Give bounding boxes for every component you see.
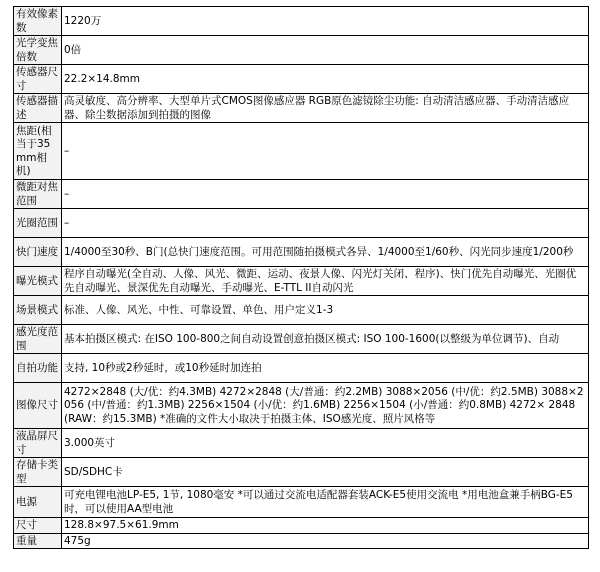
table-row <box>14 238 589 267</box>
table-row <box>14 533 589 549</box>
row-label: 焦距(相当于35mm相机) <box>14 123 62 180</box>
row-value: 3.000英寸 <box>62 429 589 458</box>
table-row <box>14 36 589 65</box>
row-label: 自拍功能 <box>14 354 62 383</box>
row-label: 快门速度 <box>14 238 62 267</box>
row-value: 1220万 <box>62 7 589 36</box>
row-value: 高灵敏度、高分辨率、大型单片式CMOS图像感应器 RGB原色滤镜除尘功能: 自动清洁感应器、手动清洁感应器、除尘数据添加到拍摄的图像 <box>62 94 589 123</box>
table-row <box>14 487 589 518</box>
row-label: 光圈范围 <box>14 209 62 238</box>
row-label: 存储卡类型 <box>14 458 62 487</box>
row-label: 传感器尺寸 <box>14 65 62 94</box>
row-value: – <box>62 180 589 209</box>
row-label: 尺寸 <box>14 518 62 534</box>
row-label: 传感器描述 <box>14 94 62 123</box>
row-value: 基本拍摄区模式: 在ISO 100-800之间自动设置创意拍摄区模式: ISO 100-1600(以整级为单位调节)、自动 <box>62 325 589 354</box>
table-row <box>14 94 589 123</box>
row-label: 液晶屏尺寸 <box>14 429 62 458</box>
row-value: 支持, 10秒或2秒延时，或10秒延时加连拍 <box>62 354 589 383</box>
spec-table-container <box>13 6 588 549</box>
row-value: 标准、人像、风光、中性、可靠设置、单色、用户定义1-3 <box>62 296 589 325</box>
row-label: 光学变焦倍数 <box>14 36 62 65</box>
table-row <box>14 354 589 383</box>
table-row <box>14 180 589 209</box>
table-row <box>14 518 589 534</box>
row-value: 1/4000至30秒、B门(总快门速度范围。可用范围随拍摄模式各异、1/4000至1/60秒、闪光同步速度1/200秒 <box>62 238 589 267</box>
table-row <box>14 296 589 325</box>
row-value: – <box>62 123 589 180</box>
table-row <box>14 458 589 487</box>
row-label: 有效像素数 <box>14 7 62 36</box>
table-row <box>14 65 589 94</box>
row-label: 微距对焦范围 <box>14 180 62 209</box>
row-value: SD/SDHC卡 <box>62 458 589 487</box>
row-value: 0倍 <box>62 36 589 65</box>
row-label: 曝光模式 <box>14 267 62 296</box>
row-value: 22.2×14.8mm <box>62 65 589 94</box>
table-row <box>14 209 589 238</box>
row-value: 128.8×97.5×61.9mm <box>62 518 589 534</box>
camera-spec-table <box>13 6 589 549</box>
table-row <box>14 429 589 458</box>
table-row <box>14 267 589 296</box>
row-label: 电源 <box>14 487 62 518</box>
row-value: 程序自动曝光(全自动、人像、风光、微距、运动、夜景人像、闪光灯关闭、程序)、快门优先自动曝光、光圈优先自动曝光、景深优先自动曝光、手动曝光、E-TTL II自动闪光 <box>62 267 589 296</box>
table-row <box>14 325 589 354</box>
table-row <box>14 383 589 429</box>
table-row <box>14 7 589 36</box>
table-row <box>14 123 589 180</box>
row-label: 感光度范围 <box>14 325 62 354</box>
row-value: – <box>62 209 589 238</box>
row-value: 475g <box>62 533 589 549</box>
row-label: 重量 <box>14 533 62 549</box>
row-label: 图像尺寸 <box>14 383 62 429</box>
row-value: 4272×2848 (大/优：约4.3MB) 4272×2848 (大/普通：约2.2MB) 3088×2056 (中/优：约2.5MB) 3088×2056 (中/普通：约1.3MB) 2256×1504 (小/优：约1.6MB) 2256×1504 (小/普通：约0.8MB) 4272× 2848 (RAW：约15.3MB) *准确的文件大小取决于拍摄主体、ISO感光度、照片风格等 <box>62 383 589 429</box>
row-label: 场景模式 <box>14 296 62 325</box>
row-value: 可充电锂电池LP-E5, 1节, 1080毫安 *可以通过交流电适配器套装ACK-E5使用交流电 *用电池盒兼手柄BG-E5时，可以使用AA型电池 <box>62 487 589 518</box>
